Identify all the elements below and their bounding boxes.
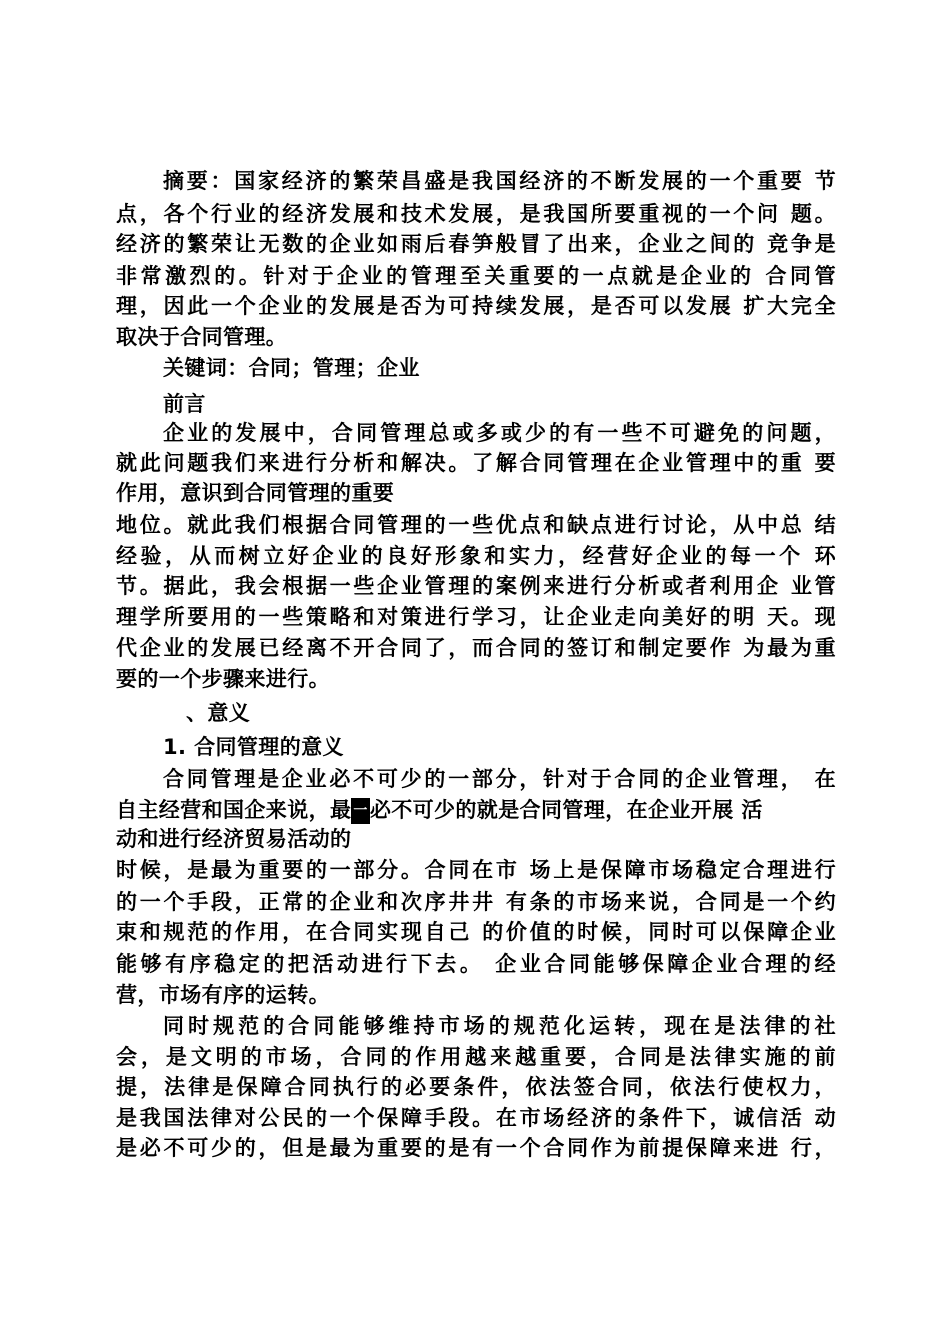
body-line-4: 时候，是最为重要的一部分。合同在市 场上是保障市场稳定合理进行 xyxy=(116,858,836,882)
abstract-line-1: 摘要：国家经济的繁荣昌盛是我国经济的不断发展的一个重要 节 xyxy=(163,169,836,193)
body-line-2 xyxy=(116,796,836,825)
preface-line-1: 企业的发展中，合同管理总或多或少的有一些不可避免的问题， xyxy=(163,421,836,445)
body2-line-4: 是我国法律对公民的一个保障手段。在市场经济的条件下，诚信活 动 xyxy=(116,1106,836,1130)
abstract-line-4: 非常激烈的。针对于企业的管理至关重要的一点就是企业的 合同管 xyxy=(116,264,836,288)
body-line-2-end: 必不可少的就是合同管理，在企业开展 活 xyxy=(369,798,763,822)
body2-line-3: 提，法律是保障合同执行的必要条件，依法签合同，依法行使权力， xyxy=(116,1075,836,1099)
preface-heading: 前言 xyxy=(163,392,206,416)
body2-line-1: 同时规范的合同能够维持市场的规范化运转，现在是法律的社 xyxy=(163,1014,836,1038)
preface-line-4: 地位。就此我们根据合同管理的一些优点和缺点进行讨论，从中总 结 xyxy=(116,513,836,537)
preface-line-5: 经验，从而树立好企业的良好形象和实力，经营好企业的每一个 环 xyxy=(116,544,836,568)
abstract-line-5: 理，因此一个企业的发展是否为可持续发展，是否可以发展 扩大完全 xyxy=(116,294,836,318)
preface-line-6: 节。据此，我会根据一些企业管理的案例来进行分析或者利用企 业管 xyxy=(116,574,836,598)
body-line-2-start: 自主经营和国企来说，最 xyxy=(116,798,352,822)
body-line-5: 的一个手段，正常的企业和次序井井 有条的市场来说，合同是一个约 xyxy=(116,890,836,914)
body-line-1: 合同管理是企业必不可少的一部分，针对于合同的企业管理， 在 xyxy=(163,767,836,791)
body2-line-2: 会，是文明的市场，合同的作用越来越重要，合同是法律实施的前 xyxy=(116,1045,836,1069)
preface-line-9: 要的一个步骤来进行。 xyxy=(116,667,330,691)
abstract-line-3: 经济的繁荣让无数的企业如雨后春笋般冒了出来，企业之间的 竞争是 xyxy=(116,232,836,256)
abstract-line-6: 取决于合同管理。 xyxy=(116,325,288,349)
subsection-heading-1: 1. 合同管理的意义 xyxy=(163,735,344,759)
abstract-line-2: 点，各个行业的经济发展和技术发展，是我国所要重视的一个问 题。 xyxy=(116,202,836,226)
body-line-7: 能够有序稳定的把活动进行下去。 企业合同能够保障企业合理的经 xyxy=(116,952,836,976)
preface-line-8: 代企业的发展已经离不开合同了，而合同的签订和制定要作 为最为重 xyxy=(116,636,836,660)
preface-line-7: 理学所要用的一些策略和对策进行学习，让企业走向美好的明 天。现 xyxy=(116,605,836,629)
body-line-8: 营，市场有序的运转。 xyxy=(116,983,330,1007)
body-line-3: 动和进行经济贸易活动的 xyxy=(116,827,352,851)
body2-line-5: 是必不可少的，但是最为重要的是有一个合同作为前提保障来进 行， xyxy=(116,1136,836,1160)
preface-line-3: 作用，意识到合同管理的重要 xyxy=(116,481,395,505)
body-line-6: 束和规范的作用，在合同实现自己 的价值的时候，同时可以保障企业 xyxy=(116,920,836,944)
highlight-mark: 一 xyxy=(351,798,369,824)
preface-line-2: 就此问题我们来进行分析和解决。了解合同管理在企业管理中的重 要 xyxy=(116,451,836,475)
keywords-line: 关键词：合同；管理；企业 xyxy=(163,356,420,380)
section-heading-significance: 、意义 xyxy=(186,701,251,725)
